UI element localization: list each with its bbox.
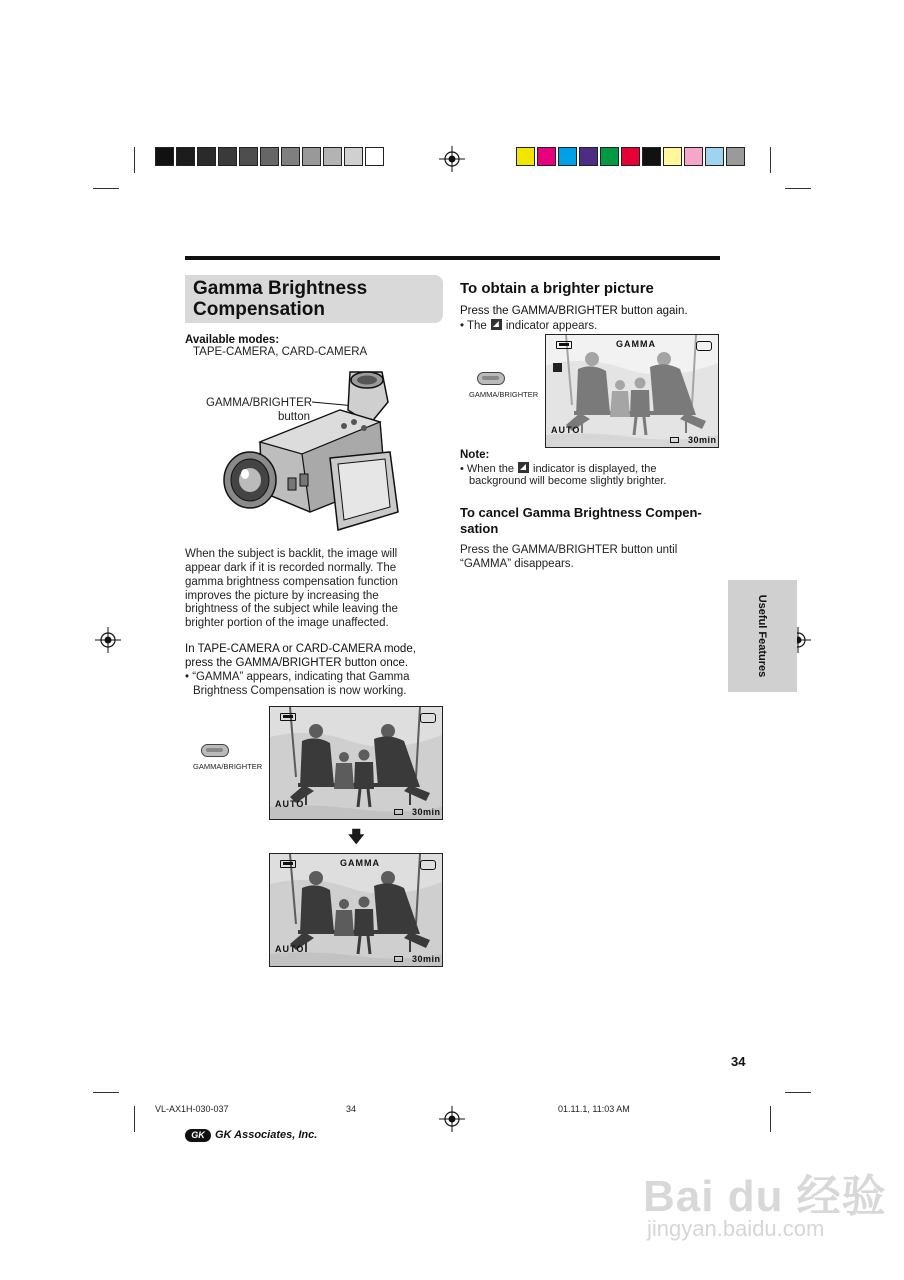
note-label: Note: (460, 449, 490, 461)
intro-line: improves the picture by increasing the (185, 590, 379, 602)
cancel-line-1: Press the GAMMA/BRIGHTER button until (460, 544, 678, 556)
footer-date: 01.11.1, 11:03 AM (558, 1104, 630, 1114)
cancel-heading-line-1: To cancel Gamma Brightness Compen- (460, 505, 702, 520)
bullet-line: Brightness Compensation is now working. (193, 685, 407, 697)
calibration-swatch (537, 147, 556, 166)
battery-icon (280, 860, 296, 868)
side-tab-label: Useful Features (756, 594, 768, 678)
gk-logo: GK (185, 1129, 211, 1142)
calibration-swatch (684, 147, 703, 166)
bullet-post: indicator appears. (505, 320, 598, 332)
button-label: GAMMA/BRIGHTER (193, 762, 263, 771)
calibration-swatch (365, 147, 384, 166)
registration-mark-icon (95, 627, 121, 653)
tape-remaining-icon (394, 956, 403, 962)
button-label-right: GAMMA/BRIGHTER (469, 390, 539, 399)
registration-mark-icon (439, 1106, 465, 1132)
calibration-swatch (302, 147, 321, 166)
calibration-swatch (155, 147, 174, 166)
calibration-swatch (323, 147, 342, 166)
viewfinder-screen-before (269, 706, 443, 820)
watermark-brand: Bai du 经验 (643, 1172, 887, 1221)
intro-line: When the subject is backlit, the image will (185, 548, 398, 560)
available-modes-value: TAPE-CAMERA, CARD-CAMERA (193, 346, 368, 358)
viewfinder-screen-gamma (269, 853, 443, 967)
cancel-heading (460, 505, 702, 537)
calibration-swatch (726, 147, 745, 166)
calibration-swatch (558, 147, 577, 166)
intro-line: appear dark if it is recorded normally. The (185, 562, 397, 574)
calibration-swatch (621, 147, 640, 166)
title-line-1: Gamma Brightness (193, 278, 368, 299)
auto-indicator: AUTO (275, 799, 305, 809)
calibration-swatch (642, 147, 661, 166)
calibration-swatch (176, 147, 195, 166)
time-remaining: 30min (412, 954, 441, 964)
auto-indicator: AUTO (275, 944, 305, 954)
battery-icon (280, 713, 296, 721)
backlight-icon (491, 319, 502, 330)
battery-icon (556, 341, 572, 349)
tape-icon (696, 341, 712, 351)
title-line-2: Compensation (193, 299, 325, 320)
footer-file: VL-AX1H-030-037 (155, 1104, 229, 1114)
brighter-bullet (460, 319, 597, 334)
brighter-step: Press the GAMMA/BRIGHTER button again. (460, 305, 688, 317)
brighter-heading: To obtain a brighter picture (460, 280, 654, 297)
calibration-swatch (239, 147, 258, 166)
watermark-url: jingyan.baidu.com (647, 1216, 825, 1241)
calibration-swatch (516, 147, 535, 166)
tape-remaining-icon (394, 809, 403, 815)
callout-line-2: button (278, 410, 310, 423)
tape-icon (420, 860, 436, 870)
backlight-icon (518, 462, 529, 473)
step-line: In TAPE-CAMERA or CARD-CAMERA mode, (185, 643, 416, 655)
viewfinder-screen-brighter (545, 334, 719, 448)
intro-line: gamma brightness compensation function (185, 576, 398, 588)
backlight-icon (553, 363, 562, 372)
gamma-indicator: GAMMA (616, 339, 656, 349)
calibration-swatch (600, 147, 619, 166)
camcorder-illustration (220, 362, 410, 534)
note-line-2: background will become slightly brighter. (469, 475, 667, 487)
calibration-swatch (344, 147, 363, 166)
calibration-swatch (705, 147, 724, 166)
available-modes-label: Available modes: (185, 334, 280, 346)
tape-remaining-icon (670, 437, 679, 443)
company-name: GK Associates, Inc. (215, 1129, 318, 1141)
auto-indicator: AUTO (551, 425, 581, 435)
page-number: 34 (731, 1054, 746, 1069)
bullet-line: • “GAMMA” appears, indicating that Gamma (185, 671, 410, 683)
cancel-line-2: “GAMMA” disappears. (460, 558, 574, 570)
footer-page: 34 (346, 1104, 357, 1114)
gamma-brighter-button-icon (477, 372, 505, 385)
calibration-swatch (197, 147, 216, 166)
calibration-swatch (663, 147, 682, 166)
cancel-heading-line-2: sation (460, 521, 499, 536)
header-rule (185, 256, 720, 260)
time-remaining: 30min (688, 435, 717, 445)
calibration-swatch (260, 147, 279, 166)
calibration-swatch (579, 147, 598, 166)
calibration-swatch (218, 147, 237, 166)
note-post: indicator is displayed, the (533, 463, 657, 475)
gamma-indicator: GAMMA (340, 858, 380, 868)
intro-line: brightness of the subject while leaving the (185, 603, 398, 615)
note-pre: • When the (460, 463, 514, 475)
section-title-box (185, 275, 443, 323)
time-remaining: 30min (412, 807, 441, 817)
tape-icon (420, 713, 436, 723)
step-line: press the GAMMA/BRIGHTER button once. (185, 657, 409, 669)
gamma-brighter-button-icon (201, 744, 229, 757)
down-arrow-icon: 🡇 (348, 829, 365, 846)
side-tab (728, 580, 797, 692)
calibration-swatch (281, 147, 300, 166)
callout-line-1: GAMMA/BRIGHTER (206, 397, 313, 409)
page-title (193, 278, 367, 320)
intro-line: brighter portion of the image unaffected. (185, 617, 389, 629)
registration-mark-icon (439, 146, 465, 172)
bullet-pre: • The (460, 320, 487, 332)
